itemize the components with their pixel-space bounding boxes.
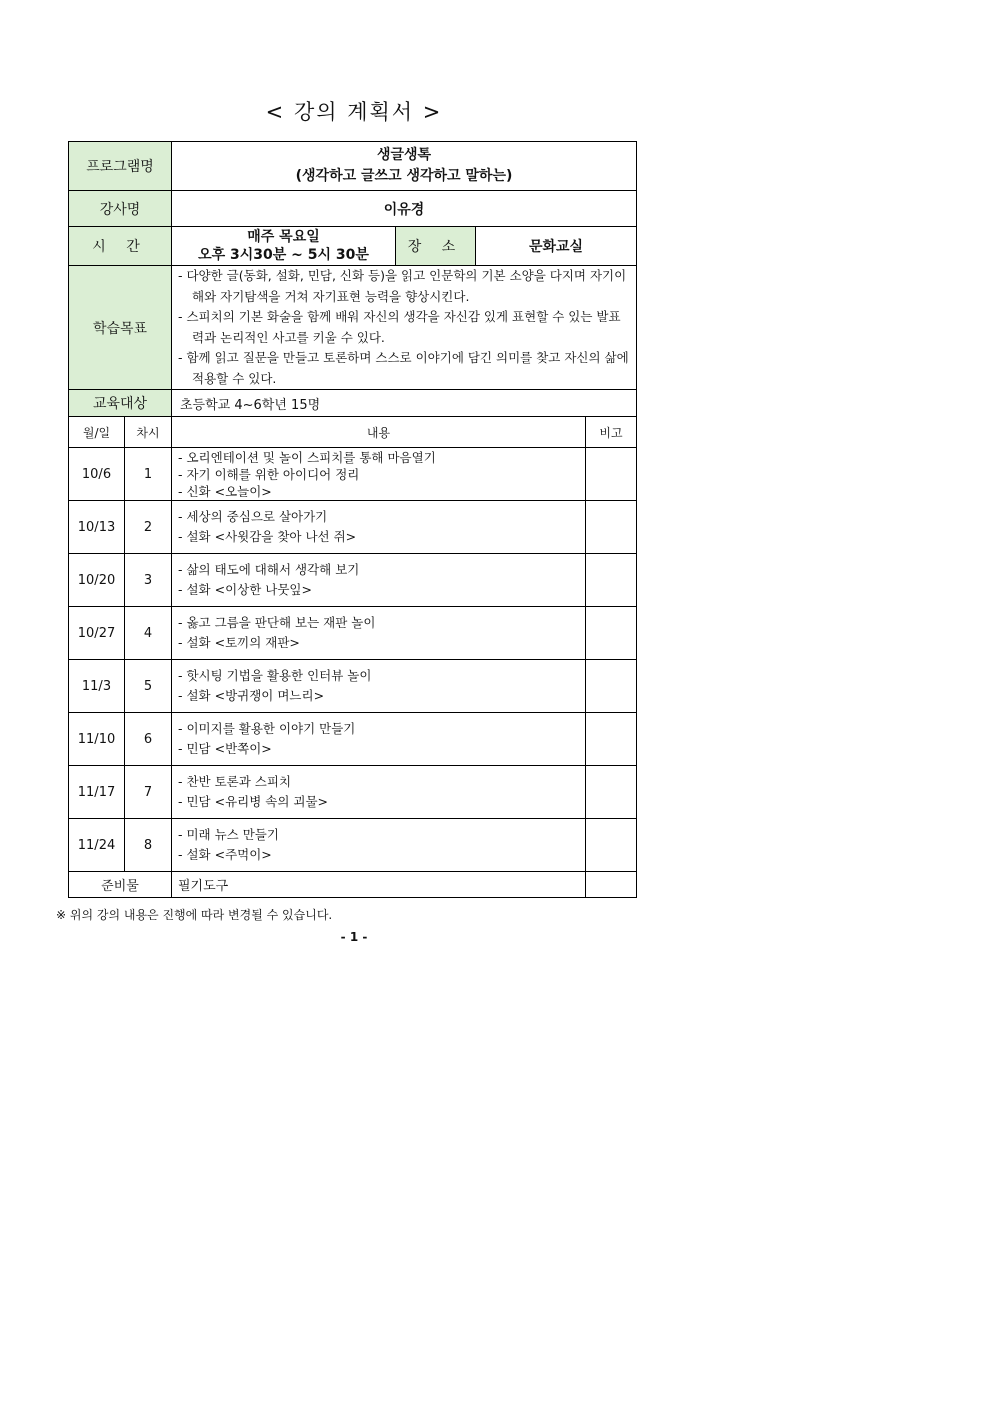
goals-label: 학습목표 <box>69 266 172 390</box>
goal-item: - 스피치의 기본 화술을 함께 배워 자신의 생각을 자신감 있게 표현할 수 있는 발표력과 논리적인 사고를 키울 수 있다. <box>178 309 621 345</box>
session-content <box>172 501 586 554</box>
session-line: - 설화 <토끼의 재판> <box>178 635 300 650</box>
session-content <box>172 448 586 501</box>
session-number: 7 <box>125 766 172 819</box>
session-number: 4 <box>125 607 172 660</box>
session-content <box>172 607 586 660</box>
time-line2: 오후 3시30분 ~ 5시 30분 <box>198 247 369 263</box>
session-line: - 미래 뉴스 만들기 <box>178 827 279 842</box>
session-date: 11/24 <box>69 819 125 872</box>
place-label: 장 소 <box>396 227 476 266</box>
program-row <box>69 142 637 191</box>
session-date: 10/13 <box>69 501 125 554</box>
session-number: 6 <box>125 713 172 766</box>
session-number: 8 <box>125 819 172 872</box>
program-name-line1: 생글생톡 <box>376 147 432 163</box>
session-header: 차시 <box>125 417 172 448</box>
session-line: - 설화 <방귀쟁이 며느리> <box>178 688 325 703</box>
session-line: - 신화 <오늘이> <box>178 483 272 499</box>
schedule-header-row <box>69 417 637 448</box>
program-label: 프로그램명 <box>69 142 172 191</box>
time-value <box>172 227 396 266</box>
session-row <box>69 713 637 766</box>
session-row <box>69 501 637 554</box>
session-note <box>586 819 637 872</box>
content-header: 내용 <box>172 417 586 448</box>
goals-list <box>172 266 637 390</box>
session-number: 1 <box>125 448 172 501</box>
session-line: - 삶의 태도에 대해서 생각해 보기 <box>178 562 360 577</box>
session-row <box>69 607 637 660</box>
materials-label: 준비물 <box>69 872 172 898</box>
session-number: 5 <box>125 660 172 713</box>
session-line: - 민담 <반쪽이> <box>178 741 272 756</box>
session-note <box>586 554 637 607</box>
session-line: - 핫시팅 기법을 활용한 인터뷰 놀이 <box>178 668 372 683</box>
session-line: - 설화 <사윗감을 찾아 나선 쥐> <box>178 529 357 544</box>
session-row <box>69 448 637 501</box>
session-line: - 설화 <주먹이> <box>178 847 272 862</box>
instructor-label: 강사명 <box>69 191 172 227</box>
session-note <box>586 660 637 713</box>
session-note <box>586 501 637 554</box>
session-line: - 찬반 토론과 스피치 <box>178 774 292 789</box>
session-content <box>172 554 586 607</box>
session-date: 11/10 <box>69 713 125 766</box>
session-content <box>172 660 586 713</box>
target-label: 교육대상 <box>69 390 172 417</box>
footnote: ※ 위의 강의 내용은 진행에 따라 변경될 수 있습니다. <box>56 908 333 922</box>
date-header: 월/일 <box>69 417 125 448</box>
goal-item: - 다양한 글(동화, 설화, 민담, 신화 등)을 읽고 인문학의 기본 소양을 다지며 자기이해와 자기탐색을 거쳐 자기표현 능력을 향상시킨다. <box>178 268 627 304</box>
goals-row <box>69 266 637 390</box>
program-name <box>172 142 637 191</box>
session-content <box>172 713 586 766</box>
instructor-row <box>69 191 637 227</box>
session-note <box>586 713 637 766</box>
session-row <box>69 766 637 819</box>
lecture-plan-table <box>68 141 637 898</box>
session-content <box>172 819 586 872</box>
session-content <box>172 766 586 819</box>
session-note <box>586 448 637 501</box>
materials-row <box>69 872 637 898</box>
materials-note <box>586 872 637 898</box>
session-line: - 이미지를 활용한 이야기 만들기 <box>178 721 356 736</box>
time-label: 시 간 <box>69 227 172 266</box>
session-date: 11/17 <box>69 766 125 819</box>
session-line: - 민담 <유리병 속의 괴물> <box>178 794 329 809</box>
session-note <box>586 607 637 660</box>
session-number: 2 <box>125 501 172 554</box>
session-note <box>586 766 637 819</box>
session-date: 10/6 <box>69 448 125 501</box>
time-row <box>69 227 637 266</box>
session-row <box>69 554 637 607</box>
note-header: 비고 <box>586 417 637 448</box>
session-line: - 설화 <이상한 나뭇잎> <box>178 582 312 597</box>
materials-value: 필기도구 <box>172 872 586 898</box>
session-line: - 자기 이해를 위한 아이디어 정리 <box>178 466 360 482</box>
session-line: - 오리엔테이션 및 놀이 스피치를 통해 마음열기 <box>178 449 436 465</box>
document-title: < 강의 계획서 > <box>265 100 443 124</box>
session-line: - 세상의 중심으로 살아가기 <box>178 509 328 524</box>
session-date: 10/20 <box>69 554 125 607</box>
time-line1: 매주 목요일 <box>247 229 320 245</box>
page-number: - 1 - <box>340 930 368 944</box>
session-row <box>69 819 637 872</box>
session-line: - 옳고 그름을 판단해 보는 재판 놀이 <box>178 615 376 630</box>
program-name-line2: (생각하고 글쓰고 생각하고 말하는) <box>295 168 513 184</box>
instructor-name: 이유경 <box>172 191 637 227</box>
target-row <box>69 390 637 417</box>
place-value: 문화교실 <box>476 227 637 266</box>
target-value: 초등학교 4~6학년 15명 <box>172 390 637 417</box>
session-date: 10/27 <box>69 607 125 660</box>
session-number: 3 <box>125 554 172 607</box>
goal-item: - 함께 읽고 질문을 만들고 토론하며 스스로 이야기에 담긴 의미를 찾고 자신의 삶에 적용할 수 있다. <box>178 350 629 386</box>
session-date: 11/3 <box>69 660 125 713</box>
session-row <box>69 660 637 713</box>
